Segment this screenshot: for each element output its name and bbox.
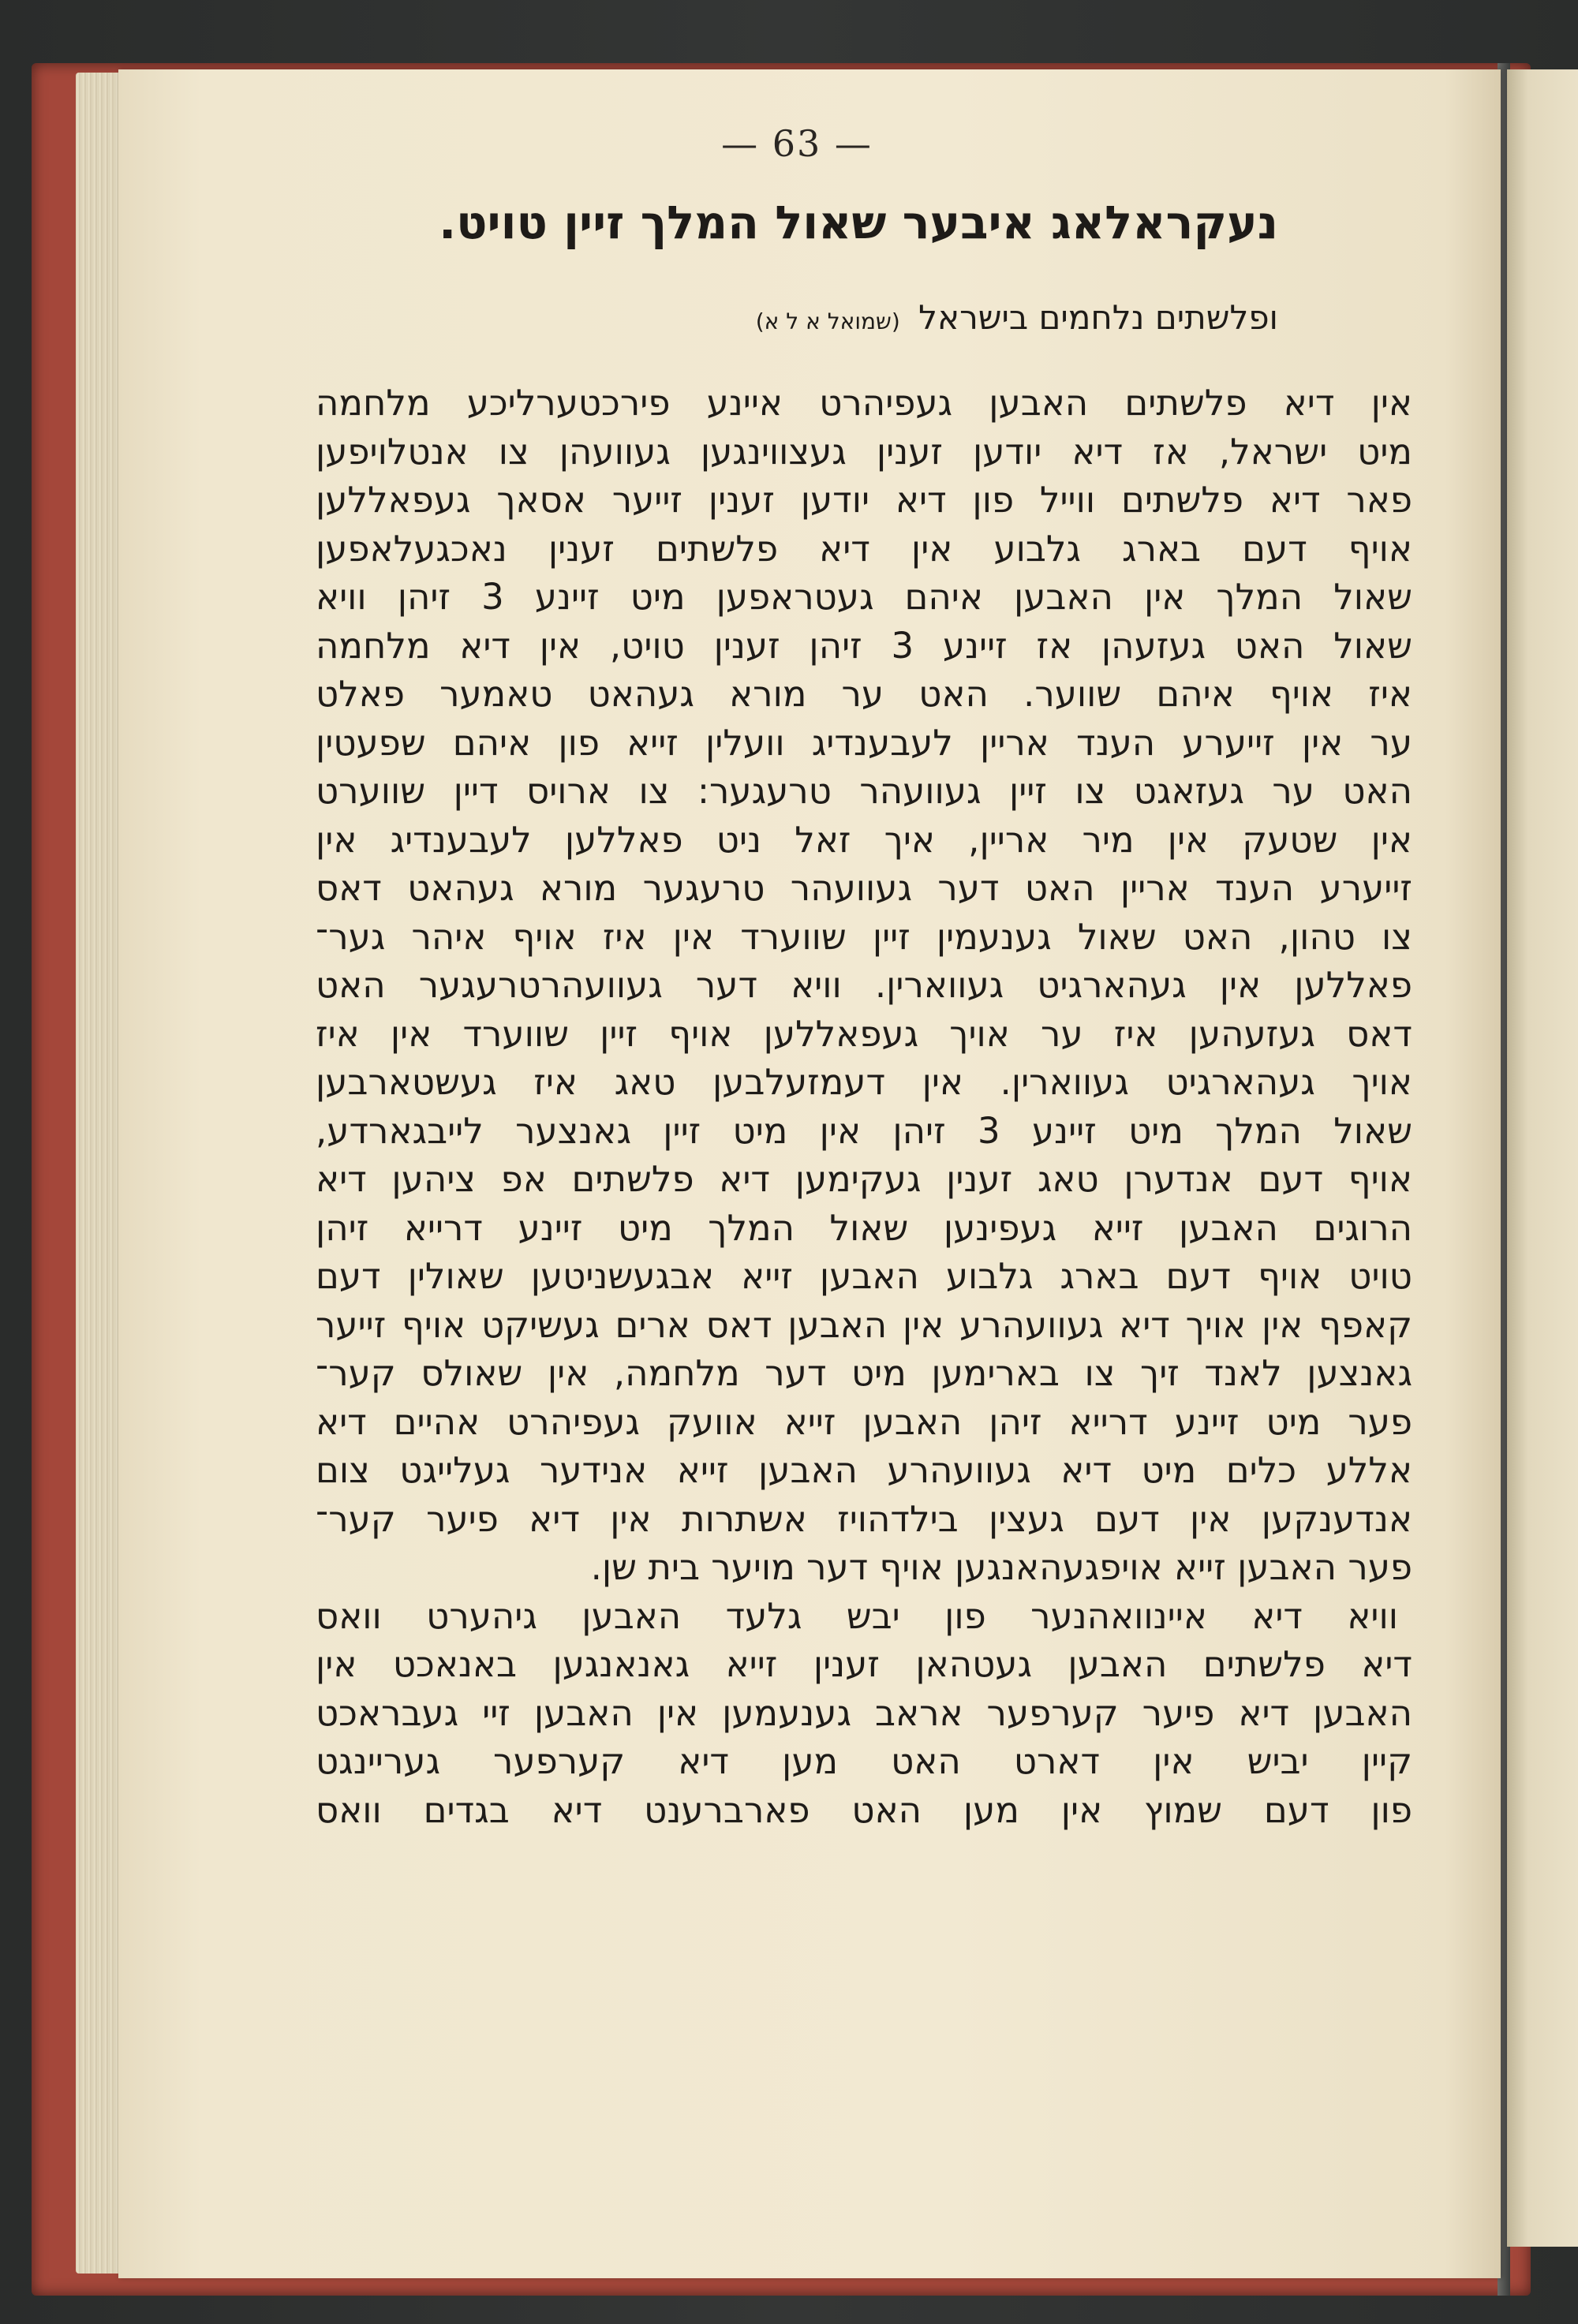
- text-line: מיט ישראל, אז דיא יודען זענין געצווינגען געוועהן צו אנטלויפען: [316, 430, 1412, 473]
- scripture-reference: (שמואל א ל א): [755, 308, 900, 334]
- text-line: דאס געזעהען איז ער אויך געפאללען אויף זיין שווערד אין איז: [316, 1012, 1412, 1055]
- text-line: פער האבען זייא אויפגעהאנגען אויף דער מויער בית שן.: [590, 1546, 1412, 1588]
- text-line: אויף דעם בארג גלבוע אין דיא פלשתים זענין נאכגעלאפען: [316, 527, 1412, 570]
- text-line: אויך געהארגיט געווארין. אין דעמזעלבען טאג איז געשטארבען: [316, 1061, 1412, 1103]
- text-line: וויא דיא איינוואהנער פון יבש גלעד האבען גיהערט וואס: [316, 1594, 1398, 1637]
- text-line: האבען דיא פיער קערפער אראב גענעמען אין האבען זיי געבראכט: [316, 1691, 1412, 1734]
- text-line: פאללען אין געהארגיט געווארין. וויא דער געוועהרטרעגער האט: [316, 964, 1412, 1006]
- text-line: טויט אויף דעם בארג גלבוע האבען זייא אבגעשניטען שאולין דעם: [316, 1255, 1412, 1297]
- text-line: ער אין זייערע הענד אריין לעבענדיג וועלין זייא פון איהם שפעטין: [316, 721, 1412, 764]
- text-line: איז אויף איהם שווער. האט ער מורא געהאט טאמער פאלט: [316, 673, 1412, 715]
- text-line: שאול האט געזעהן אז זיינע 3 זיהן זענין טויט, אין דיא מלחמה: [316, 624, 1412, 667]
- text-line: פאר דיא פלשתים ווייל פון דיא יודען זענין זייער אסאך געפאללען: [316, 479, 1412, 521]
- body-text: [316, 379, 1412, 1834]
- text-line: שאול המלך אין האבען איהם געטראפען מיט זיינע 3 זיהן וויא: [316, 576, 1412, 618]
- text-line: הרוגים האבען זייא געפינען שאול המלך מיט זיינע דרייא זיהן: [316, 1206, 1412, 1249]
- text-line: שאול המלך מיט זיינע 3 זיהן אין מיט זיין גאנצער לייבגארדע,: [316, 1109, 1412, 1152]
- text-line: אנדענקען אין דעם געצין בילדהויז אשתרות אין דיא פיער קער־: [316, 1497, 1412, 1540]
- text-line: אין שטעק אין מיר אריין, איך זאל ניט פאללען לעבענדיג אין: [316, 818, 1412, 861]
- text-line: אויף דעם אנדערן טאג זענין געקימען דיא פלשתים אפ ציהען דיא: [316, 1158, 1412, 1200]
- page-number: — 63 —: [721, 122, 873, 165]
- text-line: זייערע הענד אריין האט דער געוועהר טרעגער מורא געהאט דאס: [316, 867, 1412, 909]
- text-line: אללע כלים מיט דיא געוועהרע האבען זייא אנידער געלייגט צום: [316, 1449, 1412, 1491]
- page-title: נעקראלאג איבער שאול המלך זיין טויט.: [439, 196, 1278, 249]
- section-subtitle: [615, 298, 1278, 337]
- text-line: גאנצען לאנד זיך צו בארימען מיט דער מלחמה, אין שאולס קער־: [316, 1352, 1412, 1394]
- subtitle-text: ופלשתים נלחמים בישראל: [918, 298, 1278, 337]
- text-line: פער מיט זיינע דרייא זיהן האבען זייא אוועק געפיהרט אהיים דיא: [316, 1400, 1412, 1443]
- text-line: קיין יביש אין דארט האט מען דיא קערפער געריינגט: [316, 1740, 1412, 1782]
- text-line: קאפף אין אויך דיא געוועהרע אין האבען דאס ארים געשיקט אויף זייער: [316, 1303, 1412, 1346]
- facing-page-edge: [1507, 69, 1578, 2247]
- text-line: צו טהון, האט שאול גענעמין זיין שווערד אין איז אויף איהר גער־: [316, 915, 1412, 958]
- text-line: פון דעם שמוץ אין מען האט פארברענט דיא בגדים וואס: [316, 1788, 1412, 1831]
- text-line: דיא פלשתים האבען געטהאן זענין זייא גאנאנגען באנאכט אין: [316, 1643, 1412, 1685]
- text-line: האט ער געזאגט צו זיין געוועהר טרעגער: צו ארויס דיין שווערט: [316, 770, 1412, 812]
- text-line: אין דיא פלשתים האבען געפיהרט איינע פירכטערליכע מלחמה: [316, 382, 1412, 424]
